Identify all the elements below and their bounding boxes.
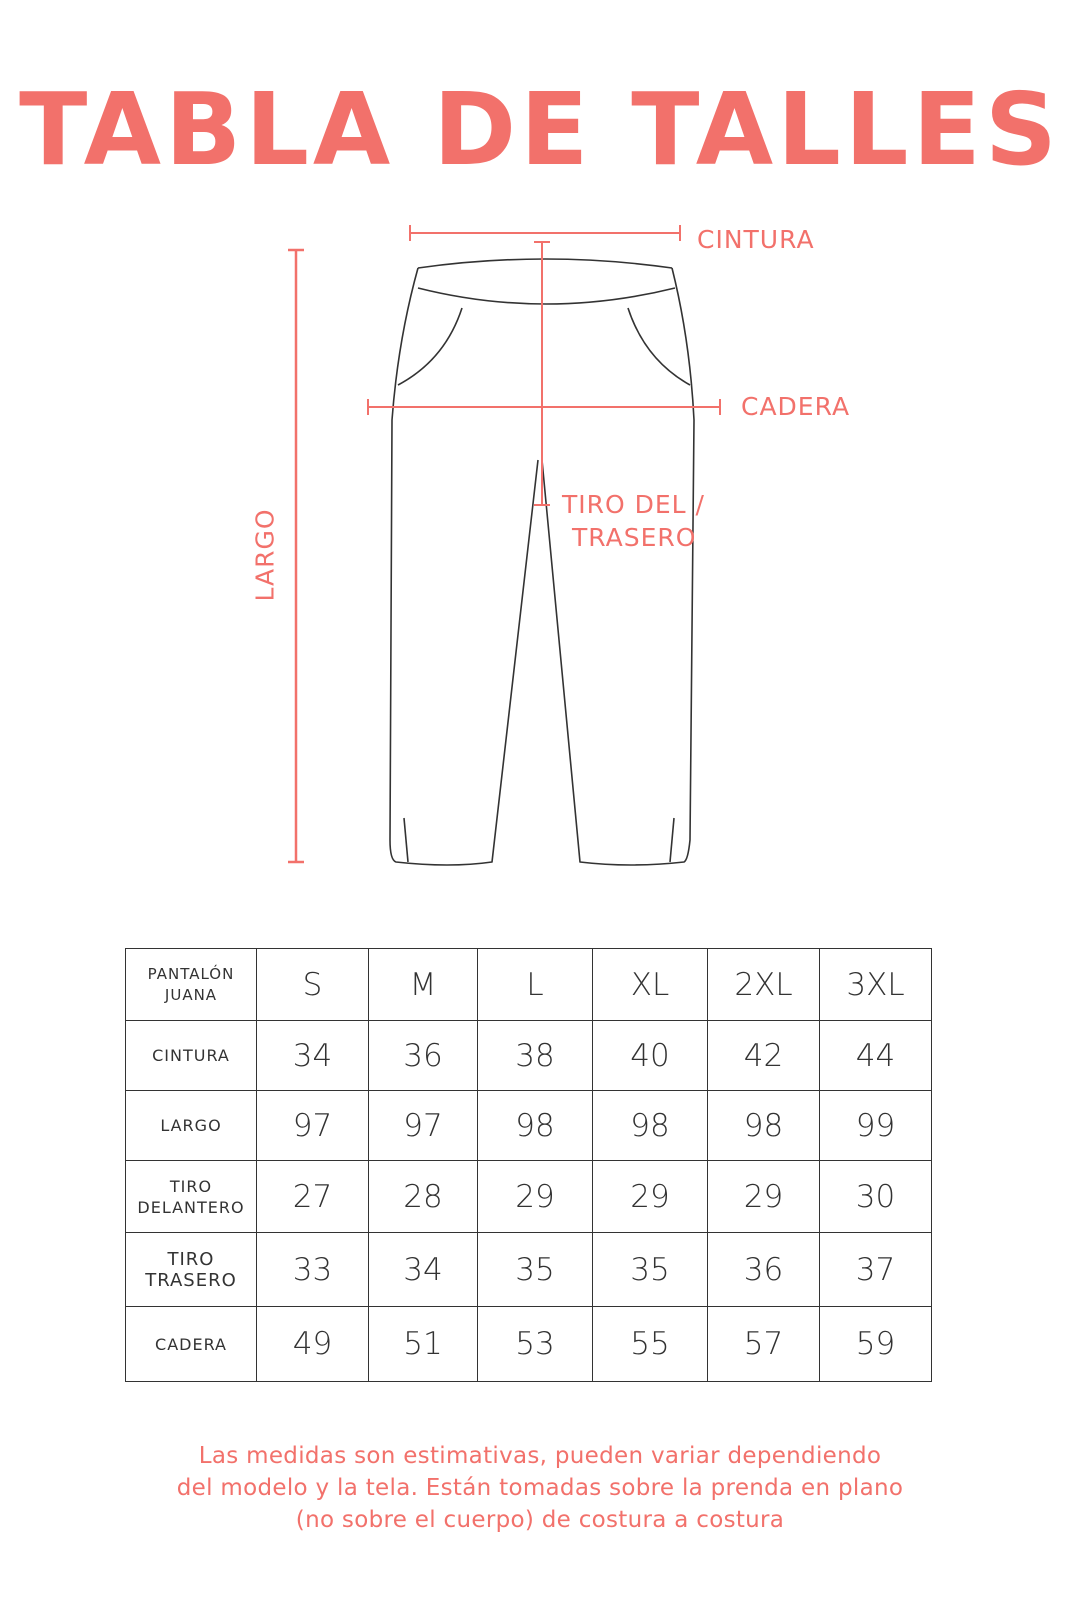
table-cell: 29 [708,1161,820,1233]
table-row [126,1233,932,1307]
row-label-line: TRASERO [145,1269,237,1291]
table-cell: 40 [593,1021,708,1091]
disclaimer-note [60,1440,1020,1536]
table-cell: 44 [820,1021,932,1091]
row-label-tiro-delantero [126,1161,257,1233]
size-header-xl: XL [593,949,708,1021]
table-cell: 59 [820,1307,932,1382]
size-header-s: S [257,949,369,1021]
note-line-3: (no sobre el cuerpo) de costura a costura [295,1507,785,1533]
cadera-measure-line [368,399,720,415]
table-row [126,1021,932,1091]
size-table [125,948,932,1382]
row-label-cadera: CADERA [126,1307,257,1382]
table-cell: 27 [257,1161,369,1233]
table-cell: 30 [820,1161,932,1233]
table-cell: 55 [593,1307,708,1382]
note-line-2: del modelo y la tela. Están tomadas sobre la prenda en plano [176,1475,904,1501]
page-title: TABLA DE TALLES [19,71,1061,188]
row-label-largo: LARGO [126,1091,257,1161]
table-cell: 98 [478,1091,593,1161]
table-cell: 35 [593,1233,708,1307]
tiro-label-line2: TRASERO [572,523,697,552]
table-cell: 37 [820,1233,932,1307]
table-cell: 99 [820,1091,932,1161]
table-cell: 34 [257,1021,369,1091]
row-label-line: TIRO [167,1248,215,1270]
tiro-label-line1: TIRO DEL / [562,490,705,519]
cintura-label: CINTURA [697,225,815,254]
table-cell: 98 [708,1091,820,1161]
table-cell: 38 [478,1021,593,1091]
size-header-3xl: 3XL [820,949,932,1021]
size-header-l: L [478,949,593,1021]
table-cell: 33 [257,1233,369,1307]
table-row [126,1307,932,1382]
tiro-measure-line [534,242,550,505]
corner-line-2: JUANA [164,985,218,1004]
table-cell: 57 [708,1307,820,1382]
pants-diagram [0,200,1080,900]
corner-line-1: PANTALÓN [147,964,235,983]
table-cell: 49 [257,1307,369,1382]
size-header-m: M [369,949,478,1021]
row-label-cintura: CINTURA [126,1021,257,1091]
table-cell: 29 [593,1161,708,1233]
largo-measure-line [288,250,304,862]
note-line-1: Las medidas son estimativas, pueden variar dependiendo [198,1443,882,1469]
table-cell: 53 [478,1307,593,1382]
size-header-2xl: 2XL [708,949,820,1021]
table-cell: 28 [369,1161,478,1233]
cintura-measure-line [410,225,680,241]
table-corner-cell [126,949,257,1021]
table-cell: 35 [478,1233,593,1307]
row-label-line: DELANTERO [137,1197,245,1217]
table-cell: 51 [369,1307,478,1382]
table-cell: 97 [257,1091,369,1161]
row-label-line: TIRO [169,1176,213,1196]
table-cell: 29 [478,1161,593,1233]
table-cell: 97 [369,1091,478,1161]
table-header-row [126,949,932,1021]
table-cell: 36 [369,1021,478,1091]
table-row [126,1091,932,1161]
table-cell: 36 [708,1233,820,1307]
largo-label: LARGO [250,508,280,602]
table-cell: 42 [708,1021,820,1091]
table-cell: 98 [593,1091,708,1161]
table-cell: 34 [369,1233,478,1307]
table-row [126,1161,932,1233]
cadera-label: CADERA [741,392,851,421]
row-label-tiro-trasero [126,1233,257,1307]
